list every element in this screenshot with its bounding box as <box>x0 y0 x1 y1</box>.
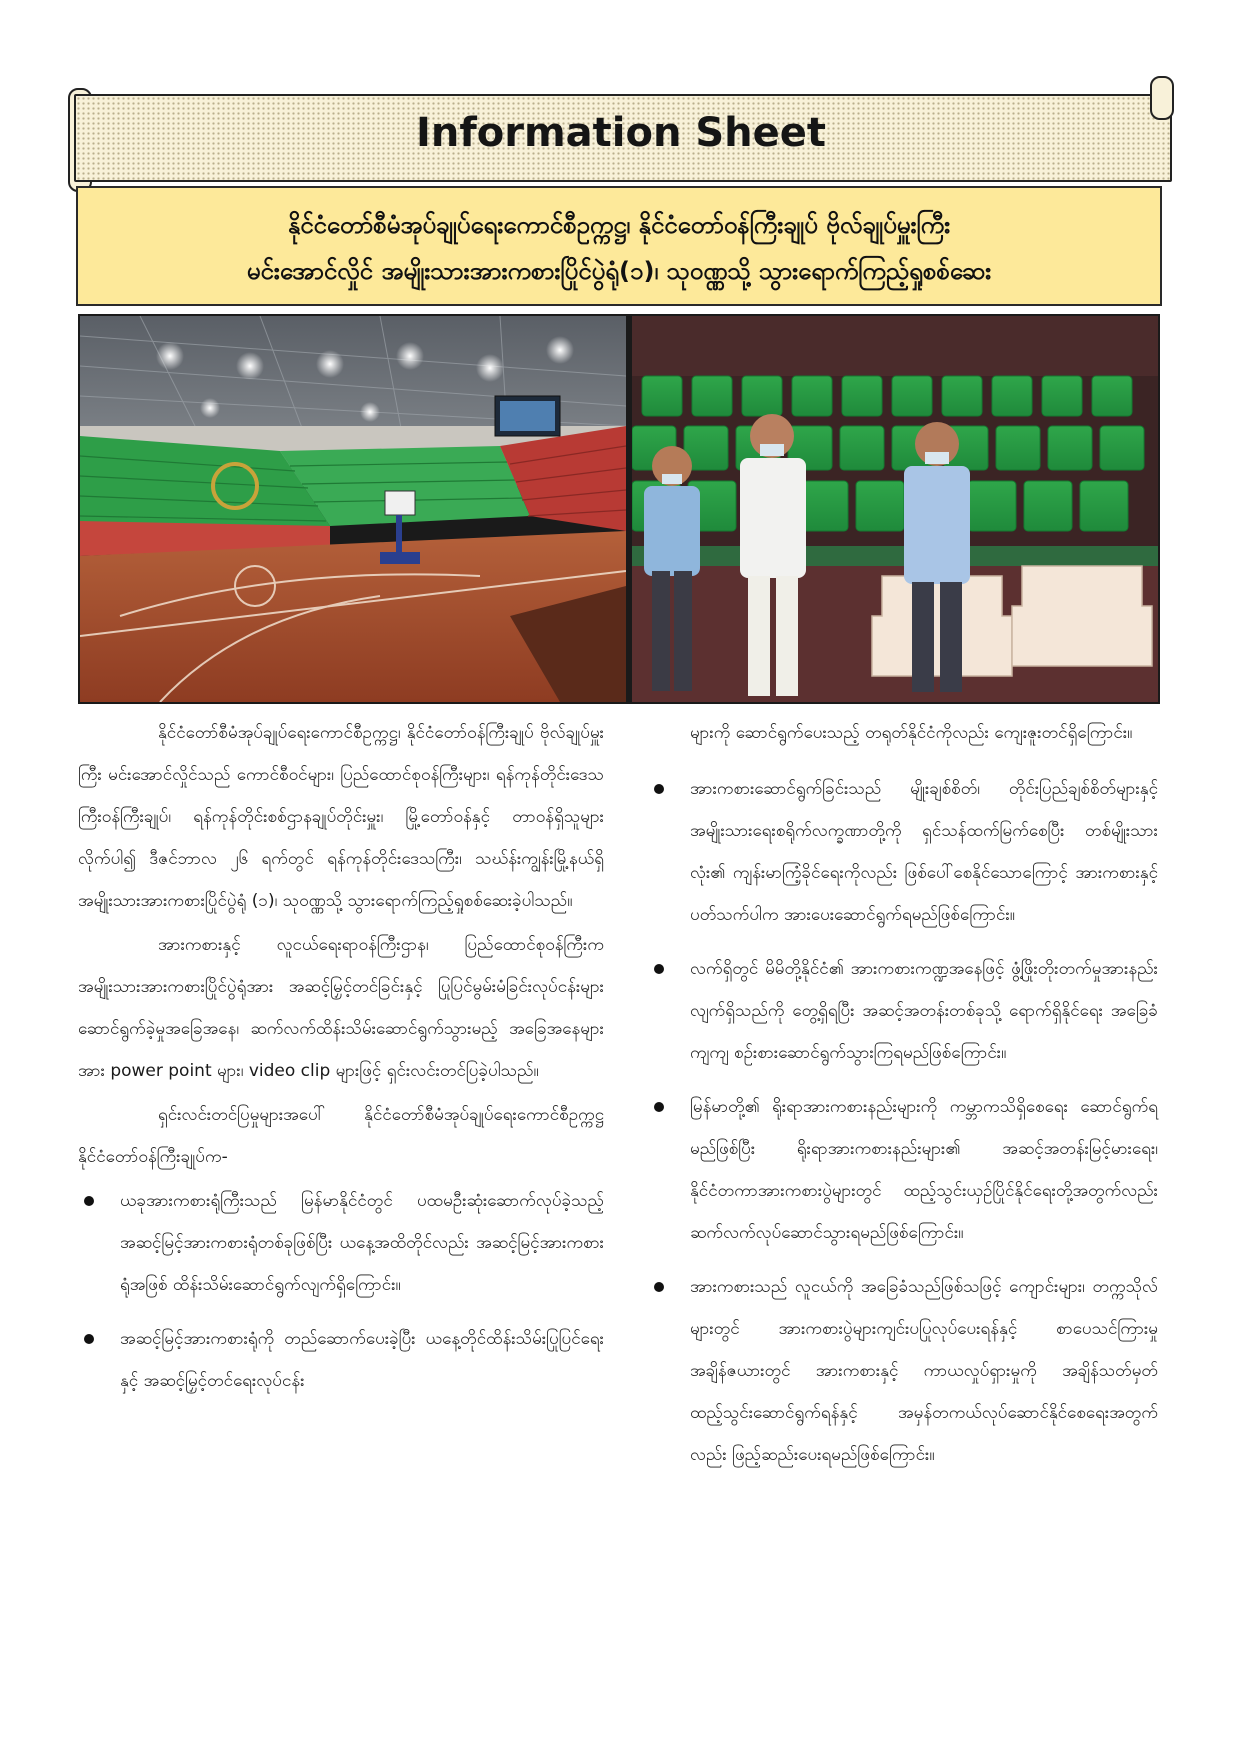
page-title: Information Sheet <box>415 110 827 156</box>
headline-box <box>76 186 1162 306</box>
briefing-paragraph: အားကစားနှင့် လူငယ်ရေးရာဝန်ကြီးဌာန၊ ပြည်ထောင်စုဝန်ကြီးက အမျိုးသားအားကစားပြိုင်ပွဲရုံအား အဆင့်မြှင့်တင်ခြင်းနှင့် ပြုပြင်မွမ်းမံခြင်းလုပ်ငန်းများ ဆောင်ရွက်ခဲ့မှုအခြေအနေ၊ ဆက်လက်ထိန်းသိမ်းဆောင်ရွက်သွားမည့် အခြေအနေများအား power point များ၊ video clip များဖြင့် ရှင်းလင်းတင်ပြခဲ့ပါသည်။ <box>78 935 604 1081</box>
continuation-text: များကို ဆောင်ရွက်ပေးသည့် တရုတ်နိုင်ငံကိုလည်း ကျေးဇူးတင်ရှိကြောင်း။ <box>690 723 1133 743</box>
headline-line-1: နိုင်ငံတော်စီမံအုပ်ချုပ်ရေးကောင်စီဥက္ကဋ္ဌ၊ နိုင်ငံတော်ဝန်ကြီးချုပ် ဗိုလ်ချုပ်မှူးကြီး <box>287 211 951 239</box>
list-item: ယခုအားကစားရုံကြီးသည် မြန်မာနိုင်ငံတွင် ပထမဦးဆုံးဆောက်လုပ်ခဲ့သည့် အဆင့်မြင့်အားကစားရုံတစ်ခုဖြစ်ပြီး ယနေ့အထိတိုင်လည်း အဆင့်မြင့်အားကစားရုံအဖြစ် ထိန်းသိမ်းဆောင်ရွက်လျက်ရှိကြောင်း။ <box>78 1180 604 1306</box>
list-item: အားကစားသည် လူငယ်ကို အခြေခံသည်ဖြစ်သဖြင့် ကျောင်းများ၊ တက္ကသိုလ်များတွင် အားကစားပွဲများကျင်းပပြုလုပ်ပေးရန်နှင့် စာပေသင်ကြားမှုအချိန်ဇယားတွင် အားကစားနှင့် ကာယလှုပ်ရှားမှုကို အချိန်သတ်မှတ်ထည့်သွင်းဆောင်ရွက်ရန်နှင့် အမှန်တကယ်လုပ်ဆောင်နိုင်စေရေးအတွက်လည်း ဖြည့်ဆည်းပေးရမည်ဖြစ်ကြောင်း။ <box>648 1266 1158 1476</box>
arena-image <box>80 316 626 702</box>
bullet-icon <box>84 1334 94 1344</box>
bullet-icon <box>84 1196 94 1206</box>
list-item: မြန်မာတို့၏ ရိုးရာအားကစားနည်းများကို ကမ္ဘာကသိရှိစေရေး ဆောင်ရွက်ရမည်ဖြစ်ပြီး ရိုးရာအားကစားနည်းများ၏ အဆင့်အတန်းမြင့်မားရေး၊ နိုင်ငံတကာအားကစားပွဲများတွင် ထည့်သွင်းယှဉ်ပြိုင်နိုင်ရေးတို့အတွက်လည်း ဆက်လက်လုပ်ဆောင်သွားရမည်ဖြစ်ကြောင်း။ <box>648 1086 1158 1254</box>
bullet-icon <box>654 784 664 794</box>
list-item: အားကစားဆောင်ရွက်ခြင်းသည် မျိုးချစ်စိတ်၊ တိုင်းပြည်ချစ်စိတ်များနှင့် အမျိုးသားရေးစရိုက်လက္ခဏာတို့ကို ရှင်သန်ထက်မြက်စေပြီး တစ်မျိုးသားလုံး၏ ကျန်းမာကြံ့ခိုင်ရေးကိုလည်း ဖြစ်ပေါ်စေနိုင်သောကြောင့် အားကစားနှင့် ပတ်သက်ပါက အားပေးဆောင်ရွက်ရမည်ဖြစ်ကြောင်း။ <box>648 768 1158 936</box>
left-column <box>78 712 604 1414</box>
right-bullet-list <box>648 768 1158 1476</box>
right-column <box>648 712 1158 1488</box>
arena-photo <box>80 316 626 702</box>
list-item: အဆင့်မြင့်အားကစားရုံကို တည်ဆောက်ပေးခဲ့ပြီး ယနေ့တိုင်ထိန်းသိမ်းပြုပြင်ရေးနှင့် အဆင့်မြှင့်တင်ရေးလုပ်ငန်း <box>78 1318 604 1402</box>
list-item: လက်ရှိတွင် မိမိတို့နိုင်ငံ၏ အားကစားကဏ္ဍအနေဖြင့် ဖွံ့ဖြိုးတိုးတက်မှုအားနည်းလျက်ရှိသည်ကို တွေ့ရှိရပြီး အဆင့်အတန်းတစ်ခုသို့ ရောက်ရှိနိုင်ရေး အခြေခံကျကျ စဉ်းစားဆောင်ရွက်သွားကြရမည်ဖြစ်ကြောင်း။ <box>648 948 1158 1074</box>
officials-image <box>632 316 1158 702</box>
bullet-icon <box>654 1282 664 1292</box>
photo-strip <box>78 314 1160 704</box>
officials-photo <box>632 316 1158 702</box>
intro-paragraph: နိုင်ငံတော်စီမံအုပ်ချုပ်ရေးကောင်စီဥက္ကဋ္ဌ၊ နိုင်ငံတော်ဝန်ကြီးချုပ် ဗိုလ်ချုပ်မှူးကြီး မင်းအောင်လှိုင်သည် ကောင်စီဝင်များ၊ ပြည်ထောင်စုဝန်ကြီးများ၊ ရန်ကုန်တိုင်းဒေသကြီးဝန်ကြီးချုပ်၊ ရန်ကုန်တိုင်းစစ်ဌာနချုပ်တိုင်းမှူး၊ မြို့တော်ဝန်နှင့် တာဝန်ရှိသူများ လိုက်ပါ၍ ဒီဇင်ဘာလ ၂၆ ရက်တွင် ရန်ကုန်တိုင်းဒေသကြီး၊ သဃ်န်းကျွန်းမြို့နယ်ရှိ အမျိုးသားအားကစားပြိုင်ပွဲရုံ (၁)၊ သုဝဏ္ဏသို့ သွားရောက်ကြည့်ရှုစစ်ဆေးခဲ့ပါသည်။ <box>78 723 604 911</box>
bullet-icon <box>654 1102 664 1112</box>
response-intro-paragraph: ရှင်းလင်းတင်ပြမှုများအပေါ် နိုင်ငံတော်စီမံအုပ်ချုပ်ရေးကောင်စီဥက္ကဋ္ဌ နိုင်ငံတော်ဝန်ကြီးချုပ်က- <box>78 1105 604 1167</box>
left-bullet-list <box>78 1180 604 1402</box>
headline-line-2: မင်းအောင်လှိုင် အမျိုးသားအားကစားပြိုင်ပွဲရုံ(၁)၊ သုဝဏ္ဏသို့ သွားရောက်ကြည့်ရှုစစ်ဆေး <box>246 257 992 285</box>
title-banner <box>74 88 1168 182</box>
bullet-icon <box>654 964 664 974</box>
